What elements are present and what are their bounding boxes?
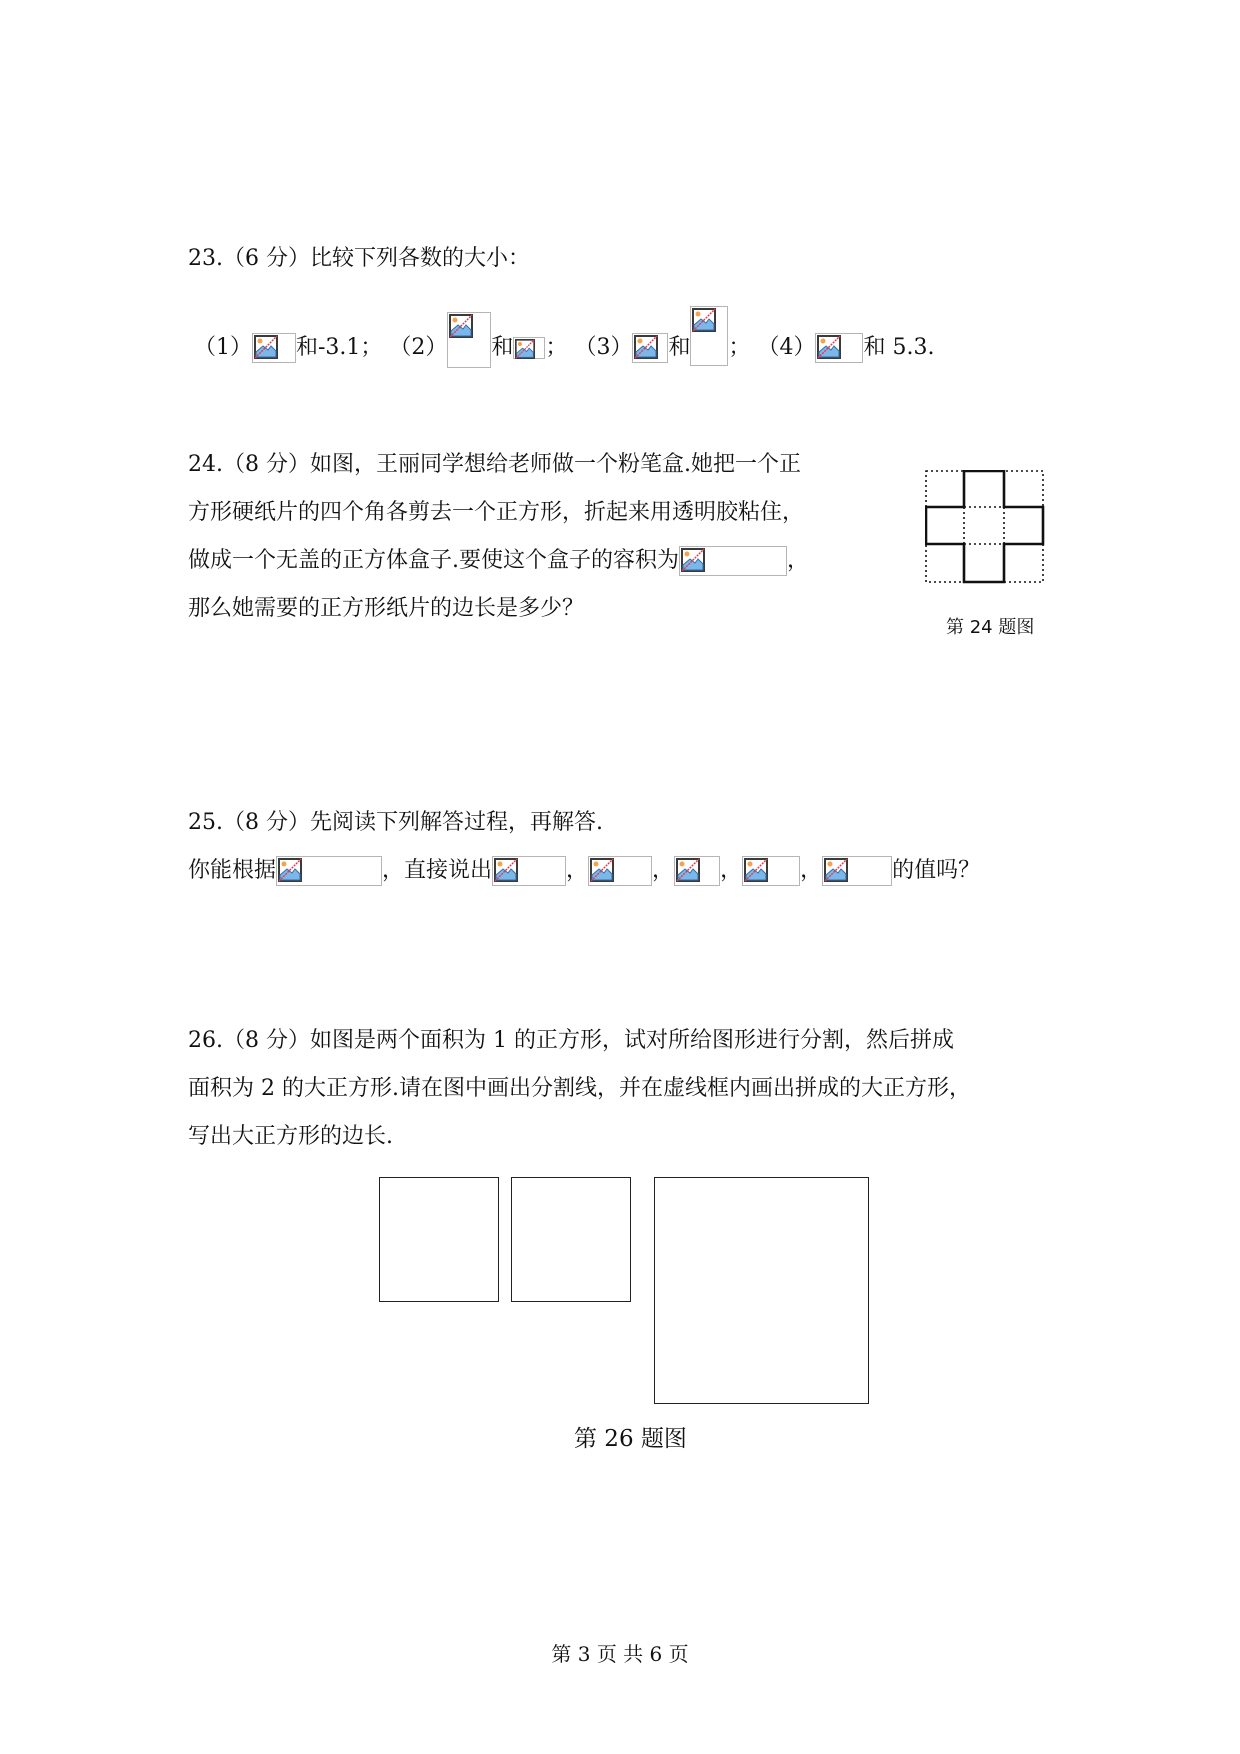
- q23-p1-label: （1）: [194, 335, 252, 360]
- unit-square-1: [379, 1177, 499, 1302]
- math-placeholder: [679, 546, 787, 576]
- math-placeholder: [588, 856, 652, 886]
- q26-line-1: 26.（8 分）如图是两个面积为 1 的正方形，试对所给图形进行分割，然后拼成: [188, 1028, 954, 1053]
- comma: ，: [720, 858, 743, 883]
- q23-p4-label: （4）: [757, 335, 816, 360]
- math-placeholder: [252, 333, 296, 363]
- q24-cross-net-figure: [925, 470, 1045, 586]
- broken-image-icon: [744, 858, 768, 882]
- math-placeholder: [674, 856, 720, 886]
- q23-p2-text: 和: [491, 335, 514, 360]
- q24-figure-caption: 第 24 题图: [946, 617, 1035, 638]
- q25-text-b: ，直接说出: [382, 858, 493, 883]
- q26-figure-caption: 第 26 题图: [574, 1426, 687, 1452]
- q24-line-2: 方形硬纸片的四个角各剪去一个正方形，折起来用透明胶粘住，: [188, 500, 805, 525]
- q23-p4-text: 和 5.3.: [863, 335, 935, 360]
- broken-image-icon: [278, 858, 302, 882]
- broken-image-icon: [254, 335, 278, 359]
- broken-image-icon: [494, 858, 518, 882]
- q23-p3-label: （3）: [574, 335, 633, 360]
- q23-header: 23.（6 分）比较下列各数的大小：: [188, 246, 530, 271]
- q26-line-2: 面积为 2 的大正方形.请在图中画出分割线，并在虚线框内画出拼成的大正方形，: [188, 1076, 971, 1101]
- q24-line-4: 那么她需要的正方形纸片的边长是多少？: [188, 596, 585, 621]
- q24-line-3-tail: ，: [787, 548, 810, 573]
- q23-p3-sep: ；: [728, 335, 751, 360]
- broken-image-icon: [692, 308, 716, 332]
- q25-line-2: [188, 856, 980, 886]
- q25-header: 25.（8 分）先阅读下列解答过程，再解答.: [188, 810, 603, 835]
- math-placeholder: [742, 856, 800, 886]
- comma: ，: [652, 858, 675, 883]
- broken-image-icon: [590, 858, 614, 882]
- comma: ，: [566, 858, 589, 883]
- comma: ，: [800, 858, 823, 883]
- q23-p2-sep: ；: [545, 335, 568, 360]
- math-placeholder: [632, 333, 668, 363]
- q23-parts: [194, 306, 935, 360]
- broken-image-icon: [681, 548, 705, 572]
- broken-image-icon: [634, 335, 658, 359]
- q24-line-3: [188, 546, 809, 576]
- broken-image-icon: [449, 314, 473, 338]
- math-placeholder: [822, 856, 892, 886]
- q23-p2-label: （2）: [389, 335, 448, 360]
- math-placeholder: [690, 306, 728, 366]
- q23-p3-text: 和: [668, 335, 691, 360]
- math-placeholder: [276, 856, 382, 886]
- math-placeholder: [513, 337, 545, 359]
- q25-text-end: 的值吗？: [892, 858, 981, 883]
- broken-image-icon: [817, 335, 841, 359]
- math-placeholder: [447, 312, 491, 368]
- q26-line-3: 写出大正方形的边长.: [188, 1124, 393, 1149]
- unit-square-2: [511, 1177, 631, 1302]
- broken-image-icon: [676, 858, 700, 882]
- broken-image-icon: [515, 339, 535, 359]
- q25-text-a: 你能根据: [188, 858, 277, 883]
- broken-image-icon: [824, 858, 848, 882]
- q24-line-3-text: 做成一个无盖的正方体盒子.要使这个盒子的容积为: [188, 548, 679, 573]
- page-footer: 第 3 页 共 6 页: [551, 1642, 689, 1666]
- answer-square-frame: [654, 1177, 869, 1404]
- math-placeholder: [492, 856, 566, 886]
- q23-p1-text: 和-3.1；: [296, 335, 383, 360]
- q24-line-1: 24.（8 分）如图，王丽同学想给老师做一个粉笔盒.她把一个正: [188, 452, 801, 477]
- math-placeholder: [815, 333, 863, 363]
